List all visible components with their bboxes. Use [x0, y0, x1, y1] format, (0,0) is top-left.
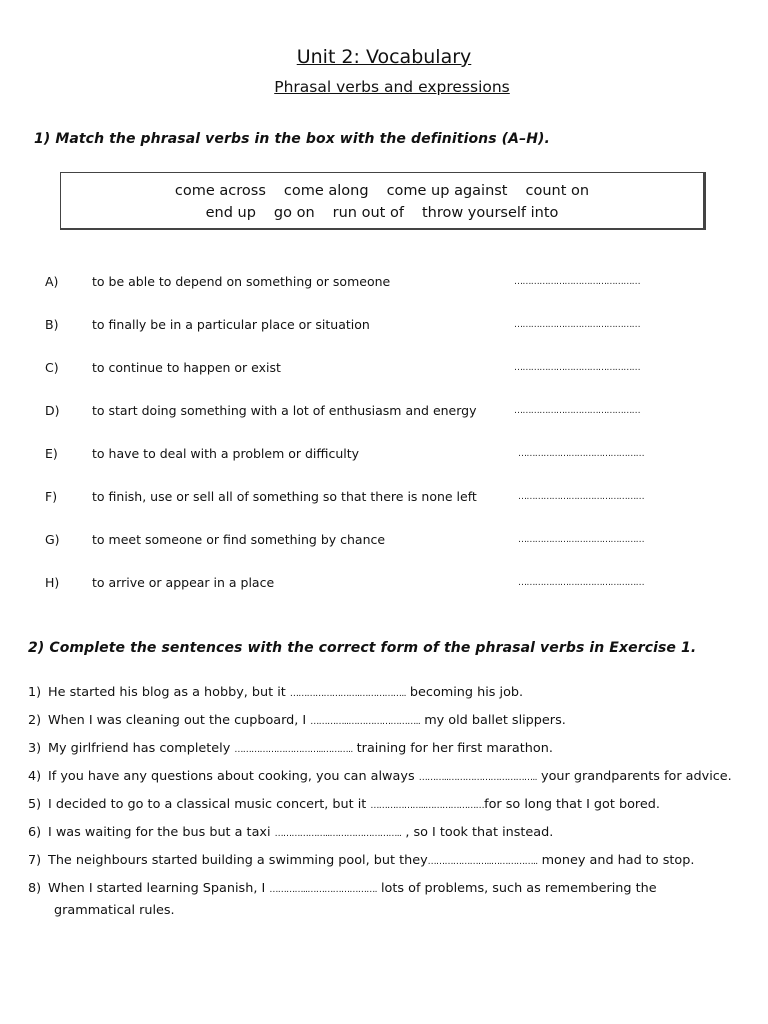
- phrasal-verb: come across: [174, 183, 266, 199]
- sentence-number: 1): [28, 685, 42, 700]
- sentence-number: 6): [28, 825, 42, 840]
- sentence-after: my old ballet slippers.: [420, 713, 566, 728]
- phrasal-verb: run out of: [332, 205, 404, 221]
- definition-letter: H): [45, 575, 60, 590]
- sentence-number: 7): [28, 853, 42, 868]
- answer-blank[interactable]: …………..…………………….: [269, 885, 377, 895]
- answer-blank[interactable]: …………………….……………..: [289, 689, 406, 699]
- sentence-text: [48, 825, 553, 840]
- answer-blank[interactable]: ………………..…………………: [370, 801, 485, 811]
- sentence-before: When I was cleaning out the cupboard, I: [48, 713, 311, 728]
- definition-text: to meet someone or find something by chance: [92, 532, 386, 547]
- answer-blank[interactable]: …………………………..………..: [234, 745, 353, 755]
- phrasal-verb: count on: [525, 183, 590, 199]
- definition-letter: F): [45, 489, 58, 504]
- box-line-1: [61, 183, 703, 199]
- sentence-text: [48, 741, 553, 756]
- sentence-number: 2): [28, 713, 42, 728]
- phrasal-verb: go on: [273, 205, 315, 221]
- answer-blank[interactable]: …………..……………………..: [310, 717, 421, 727]
- sentence-after: training for her first marathon.: [352, 741, 553, 756]
- definition-row: [0, 446, 768, 466]
- definition-letter: G): [45, 532, 60, 547]
- sentence-before: If you have any questions about cooking, you can always: [48, 769, 419, 784]
- answer-blank[interactable]: ………………..……………………..: [274, 829, 402, 839]
- phrasal-verb: throw yourself into: [421, 205, 559, 221]
- definition-row: [0, 575, 768, 595]
- sentence-text: [48, 881, 657, 896]
- sentence-number: 5): [28, 797, 42, 812]
- definition-letter: C): [45, 360, 59, 375]
- definition-text: to arrive or appear in a place: [92, 575, 275, 590]
- sentence-before: I decided to go to a classical music concert, but it: [48, 797, 371, 812]
- definition-row: [0, 360, 768, 380]
- definition-text: to finish, use or sell all of something so that there is none left: [92, 489, 477, 504]
- sentence-after: your grandparents for advice.: [536, 769, 732, 784]
- exercise-1-heading: 1) Match the phrasal verbs in the box with the definitions (A–H).: [34, 131, 550, 147]
- page-subtitle: Phrasal verbs and expressions: [274, 78, 510, 96]
- definition-text: to be able to depend on something or someone: [92, 274, 391, 289]
- definition-row: [0, 317, 768, 337]
- sentence-before: He started his blog as a hobby, but it: [48, 685, 290, 700]
- sentence-number: 8): [28, 881, 42, 896]
- definition-row: [0, 489, 768, 509]
- answer-blank[interactable]: ………………………………………: [518, 449, 645, 459]
- sentence-before: When I started learning Spanish, I: [48, 881, 270, 896]
- exercise-2-heading: 2) Complete the sentences with the correct form of the phrasal verbs in Exercise 1.: [28, 640, 697, 656]
- definition-text: to have to deal with a problem or difficulty: [92, 446, 360, 461]
- definition-letter: B): [45, 317, 59, 332]
- sentence-after: for so long that I got bored.: [484, 797, 660, 812]
- sentence-after: becoming his job.: [405, 685, 524, 700]
- definition-row: [0, 532, 768, 552]
- answer-blank[interactable]: ………………………………………: [518, 535, 645, 545]
- sentence-text: [48, 797, 660, 812]
- definition-row: [0, 274, 768, 294]
- definition-text: to continue to happen or exist: [92, 360, 281, 375]
- phrasal-verb: end up: [205, 205, 256, 221]
- sentence-number: 4): [28, 769, 42, 784]
- sentence-text: [48, 713, 566, 728]
- phrasal-verb: come up against: [386, 183, 508, 199]
- sentence-before: I was waiting for the bus but a taxi: [48, 825, 275, 840]
- sentence-text: [48, 769, 732, 784]
- definition-letter: D): [45, 403, 60, 418]
- answer-blank[interactable]: ………..…………………………..: [418, 773, 537, 783]
- sentence-after: money and had to stop.: [537, 853, 695, 868]
- answer-blank[interactable]: …………………..……………..: [427, 857, 538, 867]
- phrasal-verb: come along: [283, 183, 369, 199]
- sentence-text: [48, 685, 523, 700]
- box-line-2: [61, 205, 703, 221]
- definition-text: to finally be in a particular place or situation: [92, 317, 370, 332]
- sentence-continuation: grammatical rules.: [54, 903, 175, 918]
- sentence-before: My girlfriend has completely: [48, 741, 235, 756]
- answer-blank[interactable]: ………………………………………: [518, 578, 645, 588]
- sentence-number: 3): [28, 741, 42, 756]
- definition-letter: A): [45, 274, 59, 289]
- sentence-before: The neighbours started building a swimming pool, but they: [48, 853, 428, 868]
- page-title: Unit 2: Vocabulary: [296, 46, 472, 68]
- answer-blank[interactable]: ………………………………………: [514, 320, 641, 330]
- sentence-after: lots of problems, such as remembering the: [376, 881, 657, 896]
- answer-blank[interactable]: ………………………………………: [514, 363, 641, 373]
- phrasal-verb-box: [60, 172, 706, 230]
- definition-text: to start doing something with a lot of enthusiasm and energy: [92, 403, 477, 418]
- definition-row: [0, 403, 768, 423]
- definition-letter: E): [45, 446, 58, 461]
- answer-blank[interactable]: ………………………………………: [518, 492, 645, 502]
- answer-blank[interactable]: ………………………………………: [514, 406, 641, 416]
- sentence-after: , so I took that instead.: [401, 825, 554, 840]
- answer-blank[interactable]: ………………………………………: [514, 277, 641, 287]
- sentence-text: [48, 853, 694, 868]
